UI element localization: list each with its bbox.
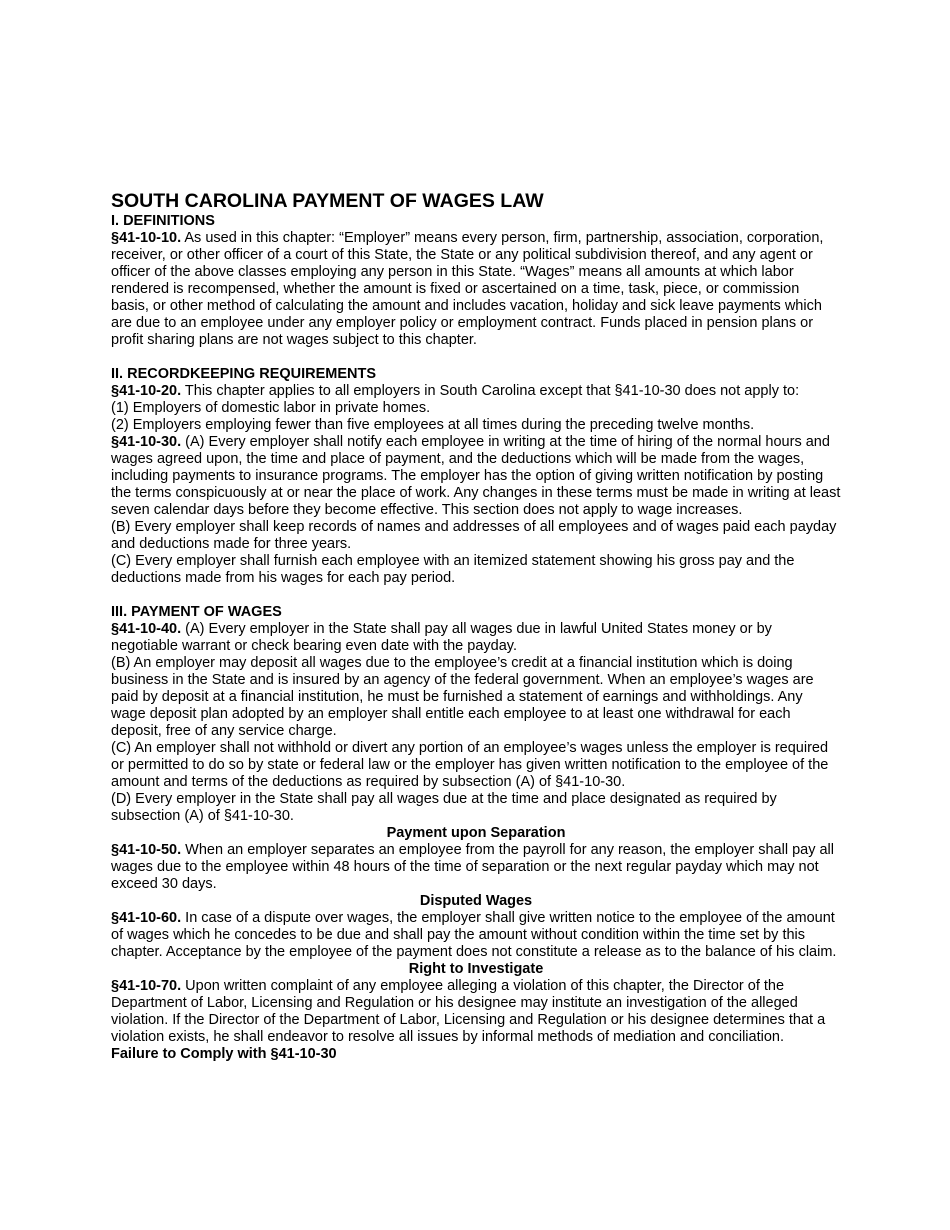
paragraph-text: When an employer separates an employee from the payroll for any reason, the employer shall pay all wages due to the employee within 48 hours of the time of separation or the next regular payday which may not exceed 30 days. (111, 842, 834, 892)
paragraph (111, 842, 841, 893)
document-title: SOUTH CAROLINA PAYMENT OF WAGES LAW (111, 190, 544, 212)
paragraph-text: This chapter applies to all employers in South Carolina except that §41-10-30 does not apply to: (181, 383, 800, 399)
subsection-heading-left: Failure to Comply with §41-10-30 (111, 1046, 337, 1062)
section-definitions (111, 213, 841, 349)
paragraph-text: (A) Every employer in the State shall pay all wages due in lawful United States money or by negotiable warrant or check bearing even date with the payday. (111, 621, 772, 654)
paragraph (111, 434, 841, 519)
section-number: §41-10-60. (111, 910, 182, 926)
paragraph-text: Upon written complaint of any employee alleging a violation of this chapter, the Director of the Department of Labor, Licensing and Regulation or his designee may institute an investigation of the alleged violation. If the Director of the Department of Labor, Licensing and Regulation or his designee determines that a violation exists, he shall endeavor to resolve all issues by informal methods of mediation and conciliation. (111, 978, 826, 1045)
paragraph (111, 910, 841, 961)
section-heading: III. PAYMENT OF WAGES (111, 604, 282, 620)
section-payment-of-wages (111, 604, 841, 1063)
paragraph-text: (A) Every employer shall notify each employee in writing at the time of hiring of the normal hours and wages agreed upon, the time and place of payment, and the deductions which will be made from the wages, including payments to insurance programs. The employer has the option of giving written notification by posting the terms conspicuously at or near the place of work. Any changes in these terms must be made in writing at least seven calendar days before they become effective. This section does not apply to wage increases. (111, 434, 841, 518)
section-number: §41-10-20. (111, 383, 182, 399)
section-number: §41-10-10. (111, 230, 182, 246)
paragraph-text: As used in this chapter: “Employer” means every person, firm, partnership, association, corporation, receiver, or other officer of a court of this State, the State or any political subdivision thereof, and any agent or officer of the above classes employing any person in this State. “Wages” means all amounts at which labor rendered is recompensed, whether the amount is fixed or ascertained on a time, task, piece, or commission basis, or other method of calculating the amount and includes vacation, holiday and sick leave payments which are due to an employee under any employer policy or employment contract. Funds placed in pension plans or profit sharing plans are not wages subject to this chapter. (111, 230, 824, 348)
subsection-heading: Right to Investigate (408, 961, 544, 977)
section-number: §41-10-70. (111, 978, 182, 994)
paragraph (111, 978, 841, 1046)
section-number: §41-10-30. (111, 434, 182, 450)
paragraph (111, 383, 841, 400)
paragraph: (D) Every employer in the State shall pay all wages due at the time and place designated as required by subsection (A) of §41-10-30. (111, 791, 777, 824)
section-recordkeeping (111, 366, 841, 587)
section-heading: II. RECORDKEEPING REQUIREMENTS (111, 366, 377, 382)
section-heading: I. DEFINITIONS (111, 213, 215, 229)
paragraph: (1) Employers of domestic labor in private homes. (111, 400, 431, 416)
document-page (111, 189, 841, 1063)
paragraph: (2) Employers employing fewer than five employees at all times during the preceding twelve months. (111, 417, 755, 433)
section-number: §41-10-50. (111, 842, 182, 858)
paragraph (111, 621, 841, 655)
paragraph: (C) Every employer shall furnish each employee with an itemized statement showing his gross pay and the deductions made from his wages for each pay period. (111, 553, 795, 586)
paragraph: (B) Every employer shall keep records of names and addresses of all employees and of wages paid each payday and deductions made for three years. (111, 519, 837, 552)
subsection-heading: Disputed Wages (419, 893, 533, 909)
section-number: §41-10-40. (111, 621, 182, 637)
subsection-heading: Payment upon Separation (386, 825, 566, 841)
paragraph (111, 230, 841, 349)
paragraph-text: In case of a dispute over wages, the employer shall give written notice to the employee of the amount of wages which he concedes to be due and shall pay the amount without condition within the time set by this chapter. Acceptance by the employee of the payment does not constitute a release as to the balance of his claim. (111, 910, 837, 960)
paragraph: (C) An employer shall not withhold or divert any portion of an employee’s wages unless the employer is required or permitted to do so by state or federal law or the employer has given written notification to the employee of the amount and terms of the deductions as required by subsection (A) of §41-10-30. (111, 740, 829, 790)
paragraph: (B) An employer may deposit all wages due to the employee’s credit at a financial institution which is doing business in the State and is insured by an agency of the federal government. When an employee’s wages are paid by deposit at a financial institution, he must be furnished a statement of earnings and withholdings. Any wage deposit plan adopted by an employer shall entitle each employee to at least one withdrawal for each deposit, free of any service charge. (111, 655, 814, 739)
